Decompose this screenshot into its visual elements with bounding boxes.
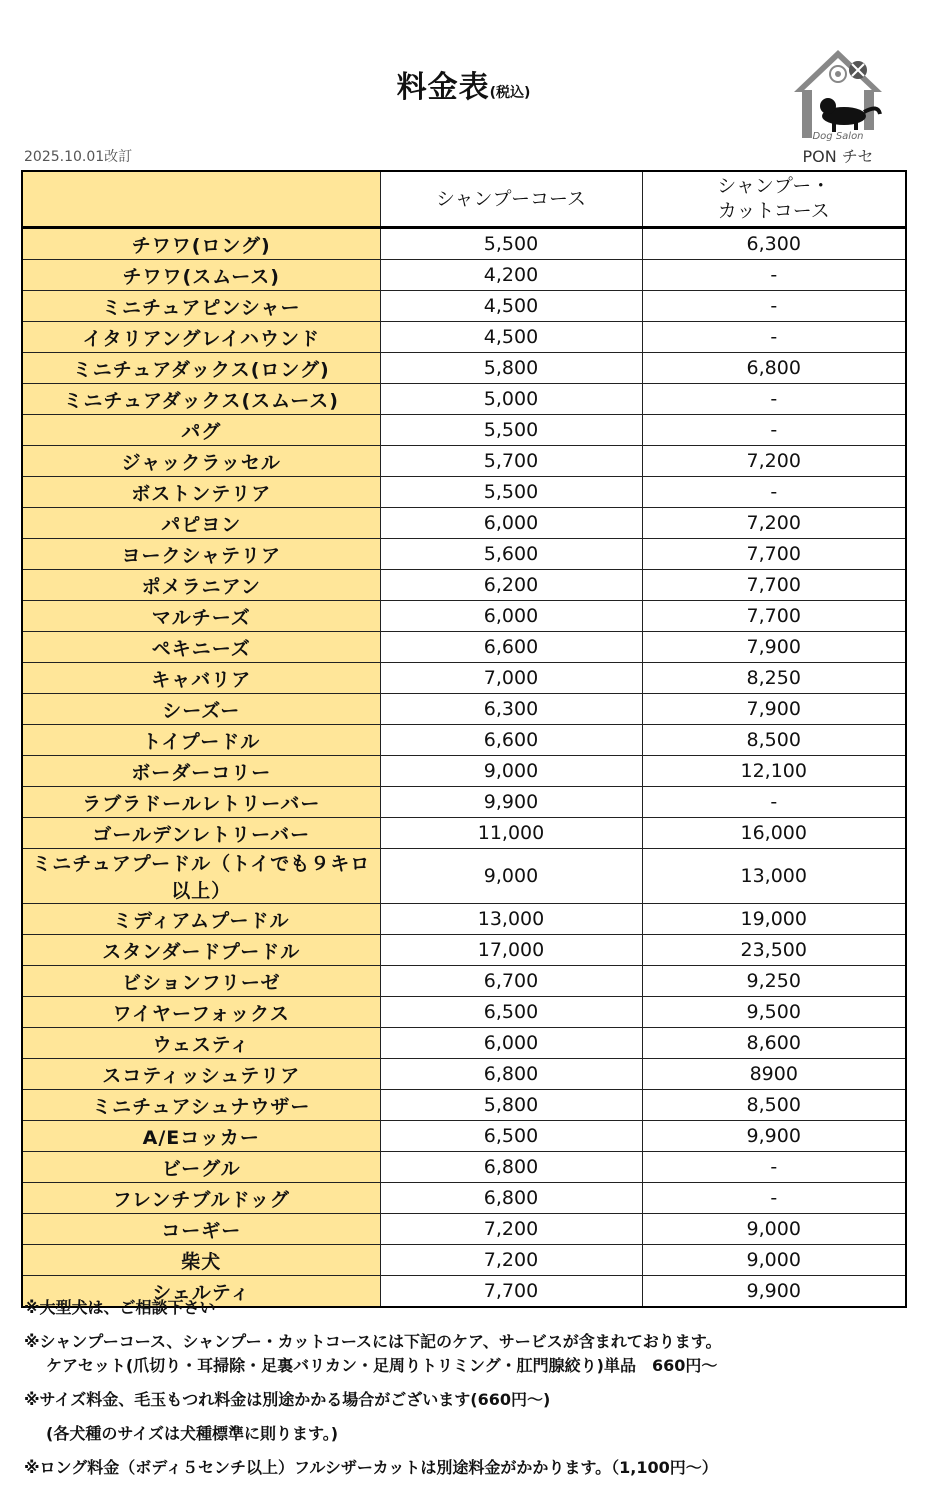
- breed-cell: ビーグル: [22, 1152, 380, 1183]
- shampoo-price-cell: 7,200: [380, 1245, 642, 1276]
- table-row: [22, 508, 906, 539]
- breed-cell: ミニチュアダックス(スムース): [22, 384, 380, 415]
- shampoo-price-cell: 4,500: [380, 322, 642, 353]
- table-row: [22, 904, 906, 935]
- shampoo-price-cell: 5,500: [380, 228, 642, 260]
- breed-cell: ペキニーズ: [22, 632, 380, 663]
- table-row: [22, 725, 906, 756]
- breed-cell: スコティッシュテリア: [22, 1059, 380, 1090]
- breed-cell: ミニチュアピンシャー: [22, 291, 380, 322]
- shampoo-price-cell: 5,500: [380, 477, 642, 508]
- table-row: [22, 477, 906, 508]
- breed-cell: ラブラドールレトリーバー: [22, 787, 380, 818]
- shampoo-price-cell: 5,600: [380, 539, 642, 570]
- table-row: [22, 1214, 906, 1245]
- cut-price-cell: -: [642, 384, 906, 415]
- shampoo-price-cell: 11,000: [380, 818, 642, 849]
- breed-cell: パピヨン: [22, 508, 380, 539]
- breed-cell: ボストンテリア: [22, 477, 380, 508]
- price-rows: [22, 228, 906, 1308]
- shampoo-price-cell: 6,800: [380, 1183, 642, 1214]
- breed-cell: A/Eコッカー: [22, 1121, 380, 1152]
- cut-price-cell: -: [642, 260, 906, 291]
- table-row: [22, 322, 906, 353]
- table-row: [22, 539, 906, 570]
- shampoo-price-cell: 5,000: [380, 384, 642, 415]
- breed-cell: ウェスティ: [22, 1028, 380, 1059]
- table-row: [22, 384, 906, 415]
- breed-cell: ヨークシャテリア: [22, 539, 380, 570]
- shampoo-price-cell: 5,800: [380, 353, 642, 384]
- page-title: 料金表: [396, 70, 490, 105]
- shampoo-price-cell: 9,000: [380, 849, 642, 904]
- table-row: [22, 966, 906, 997]
- shampoo-price-cell: 17,000: [380, 935, 642, 966]
- salon-logo: [788, 44, 888, 164]
- breed-cell: ミニチュアシュナウザー: [22, 1090, 380, 1121]
- table-row: [22, 997, 906, 1028]
- breed-cell: ワイヤーフォックス: [22, 997, 380, 1028]
- table-row: [22, 632, 906, 663]
- cut-price-cell: 7,200: [642, 508, 906, 539]
- breed-cell: ボーダーコリー: [22, 756, 380, 787]
- table-row: [22, 663, 906, 694]
- table-row: [22, 694, 906, 725]
- breed-cell: ジャックラッセル: [22, 446, 380, 477]
- cut-price-cell: -: [642, 477, 906, 508]
- cut-price-cell: 6,300: [642, 228, 906, 260]
- cut-price-cell: 23,500: [642, 935, 906, 966]
- cut-price-cell: -: [642, 787, 906, 818]
- shampoo-price-cell: 5,500: [380, 415, 642, 446]
- table-row: [22, 570, 906, 601]
- table-row: [22, 601, 906, 632]
- shampoo-price-cell: 13,000: [380, 904, 642, 935]
- table-row: [22, 1059, 906, 1090]
- shampoo-price-cell: 7,000: [380, 663, 642, 694]
- breed-cell: ゴールデンレトリーバー: [22, 818, 380, 849]
- note-included-care: ※シャンプーコース、シャンプー・カットコースには下記のケア、サービスが含まれております。: [24, 1332, 722, 1351]
- cut-price-cell: -: [642, 322, 906, 353]
- table-row: [22, 1121, 906, 1152]
- table-row: [22, 291, 906, 322]
- table-row: [22, 935, 906, 966]
- cut-price-cell: -: [642, 1152, 906, 1183]
- note-large-dogs: ※大型犬は、ご相談下さい: [24, 1298, 216, 1317]
- table-row: [22, 756, 906, 787]
- shampoo-price-cell: 6,000: [380, 508, 642, 539]
- breed-cell: チワワ(ロング): [22, 228, 380, 260]
- shampoo-price-cell: 6,500: [380, 1121, 642, 1152]
- cut-price-cell: 8900: [642, 1059, 906, 1090]
- notes-block: [24, 1296, 914, 1480]
- breed-cell: ミディアムプードル: [22, 904, 380, 935]
- cut-price-cell: 16,000: [642, 818, 906, 849]
- shampoo-price-cell: 6,500: [380, 997, 642, 1028]
- table-row: [22, 1090, 906, 1121]
- cut-price-cell: 8,500: [642, 1090, 906, 1121]
- table-row: [22, 1183, 906, 1214]
- shampoo-price-cell: 5,700: [380, 446, 642, 477]
- breed-cell: シーズー: [22, 694, 380, 725]
- shampoo-price-cell: 6,200: [380, 570, 642, 601]
- shampoo-price-cell: 6,700: [380, 966, 642, 997]
- cut-price-cell: 7,700: [642, 539, 906, 570]
- cut-price-cell: 7,700: [642, 570, 906, 601]
- table-row: [22, 353, 906, 384]
- table-row: [22, 849, 906, 904]
- tax-note: (税込): [489, 85, 531, 101]
- header-breed: [22, 171, 380, 228]
- cut-price-cell: 7,200: [642, 446, 906, 477]
- breed-cell: ミニチュアプードル（トイでも９キロ以上）: [22, 849, 380, 904]
- breed-cell: 柴犬: [22, 1245, 380, 1276]
- shampoo-price-cell: 9,900: [380, 787, 642, 818]
- header-shampoo-cut-course: シャンプー・ カットコース: [642, 171, 906, 228]
- breed-cell: フレンチブルドッグ: [22, 1183, 380, 1214]
- shampoo-price-cell: 4,200: [380, 260, 642, 291]
- cut-price-cell: 13,000: [642, 849, 906, 904]
- table-row: [22, 228, 906, 260]
- cut-price-cell: 9,250: [642, 966, 906, 997]
- shampoo-price-cell: 4,500: [380, 291, 642, 322]
- cut-price-cell: 7,900: [642, 632, 906, 663]
- shampoo-price-cell: 6,800: [380, 1152, 642, 1183]
- note-size-standard: (各犬種のサイズは犬種標準に則ります。): [46, 1424, 339, 1443]
- header-shampoo-course: シャンプーコース: [380, 171, 642, 228]
- logo-script-text: Dog Salon: [812, 131, 864, 142]
- cut-price-cell: -: [642, 1183, 906, 1214]
- table-header-row: [22, 171, 906, 228]
- shampoo-price-cell: 7,700: [380, 1276, 642, 1308]
- cut-price-cell: -: [642, 291, 906, 322]
- table-row: [22, 787, 906, 818]
- note-long-fee: ※ロング料金（ボディ５センチ以上）フルシザーカットは別途料金がかかります。（1,100円～）: [24, 1458, 718, 1477]
- cut-price-cell: 8,600: [642, 1028, 906, 1059]
- cut-price-cell: -: [642, 415, 906, 446]
- shampoo-price-cell: 7,200: [380, 1214, 642, 1245]
- breed-cell: パグ: [22, 415, 380, 446]
- cut-price-cell: 7,700: [642, 601, 906, 632]
- breed-cell: ミニチュアダックス(ロング): [22, 353, 380, 384]
- shampoo-price-cell: 9,000: [380, 756, 642, 787]
- breed-cell: トイプードル: [22, 725, 380, 756]
- table-row: [22, 1152, 906, 1183]
- cut-price-cell: 8,500: [642, 725, 906, 756]
- cut-price-cell: 9,000: [642, 1245, 906, 1276]
- breed-cell: マルチーズ: [22, 601, 380, 632]
- shampoo-price-cell: 6,800: [380, 1059, 642, 1090]
- breed-cell: コーギー: [22, 1214, 380, 1245]
- shampoo-price-cell: 6,600: [380, 725, 642, 756]
- revision-date: 2025.10.01改訂: [24, 149, 133, 165]
- house-dog-icon: [788, 44, 888, 144]
- breed-cell: ポメラニアン: [22, 570, 380, 601]
- cut-price-cell: 9,000: [642, 1214, 906, 1245]
- breed-cell: スタンダードプードル: [22, 935, 380, 966]
- price-table: [21, 170, 907, 1308]
- breed-cell: シェルティ: [22, 1276, 380, 1308]
- logo-text: PON チセ: [802, 147, 874, 166]
- breed-cell: イタリアングレイハウンド: [22, 322, 380, 353]
- shampoo-price-cell: 6,000: [380, 1028, 642, 1059]
- cut-price-cell: 19,000: [642, 904, 906, 935]
- table-row: [22, 1245, 906, 1276]
- shampoo-price-cell: 6,600: [380, 632, 642, 663]
- table-row: [22, 1028, 906, 1059]
- note-care-set: ケアセット(爪切り・耳掃除・足裏バリカン・足周りトリミング・肛門腺絞り)単品 660円～: [46, 1356, 718, 1375]
- table-row: [22, 415, 906, 446]
- cut-price-cell: 6,800: [642, 353, 906, 384]
- cut-price-cell: 12,100: [642, 756, 906, 787]
- shampoo-price-cell: 6,300: [380, 694, 642, 725]
- table-row: [22, 818, 906, 849]
- breed-cell: チワワ(スムース): [22, 260, 380, 291]
- cut-price-cell: 8,250: [642, 663, 906, 694]
- cut-price-cell: 9,900: [642, 1121, 906, 1152]
- breed-cell: ビションフリーゼ: [22, 966, 380, 997]
- shampoo-price-cell: 5,800: [380, 1090, 642, 1121]
- shampoo-price-cell: 6,000: [380, 601, 642, 632]
- note-size-fee: ※サイズ料金、毛玉もつれ料金は別途かかる場合がございます(660円～): [24, 1390, 551, 1409]
- cut-price-cell: 7,900: [642, 694, 906, 725]
- table-row: [22, 446, 906, 477]
- cut-price-cell: 9,500: [642, 997, 906, 1028]
- breed-cell: キャバリア: [22, 663, 380, 694]
- table-row: [22, 260, 906, 291]
- cut-price-cell: 9,900: [642, 1276, 906, 1308]
